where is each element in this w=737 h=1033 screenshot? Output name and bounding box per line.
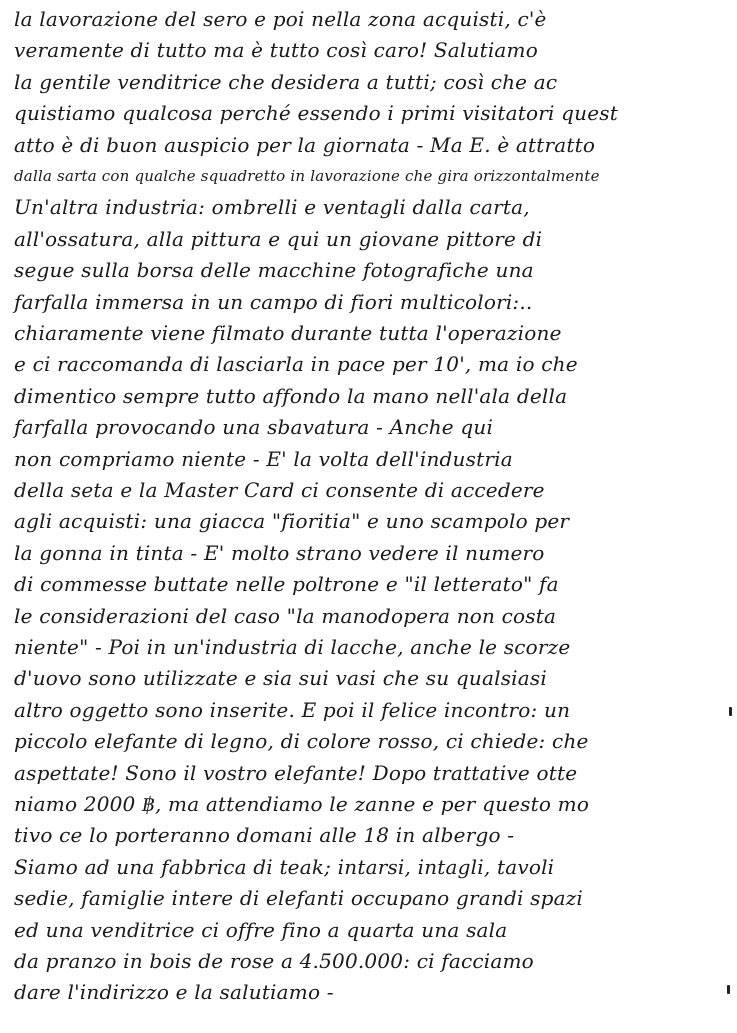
handwritten-line: aspettate! Sono il vostro elefante! Dopo trattative otte [14, 760, 578, 785]
handwritten-line: chiaramente viene filmato durante tutta l'operazione [14, 321, 562, 345]
handwritten-line: niente" - Poi in un'industria di lacche, anche le scorze [14, 635, 571, 659]
handwritten-line: veramente di tutto ma è tutto così caro! Salutiamo [14, 38, 538, 63]
handwritten-line: all'ossatura, alla pittura e qui un giovane pittore di [14, 226, 543, 251]
handwritten-line: piccolo elefante di legno, di colore rosso, ci chiede: che [14, 729, 589, 754]
handwritten-line: atto è di buon auspicio per la giornata - Ma E. è attratto [14, 132, 596, 157]
handwritten-line: dalla sarta con qualche squadretto in lavorazione che gira orizzontalmente [14, 167, 600, 185]
handwritten-line: altro oggetto sono inserite. E poi il felice incontro: un [14, 697, 571, 722]
handwritten-line: farfalla immersa in un campo di fiori multicolori:.. [14, 289, 533, 314]
handwritten-line: e ci raccomanda di lasciarla in pace per 10', ma io che [14, 352, 578, 377]
margin-mark [727, 985, 730, 994]
handwritten-line: Siamo ad una fabbrica di teak; intarsi, intagli, tavoli [14, 854, 555, 879]
handwritten-line: di commesse buttate nelle poltrone e "il letterato" fa [14, 572, 559, 597]
handwritten-line: d'uovo sono utilizzate e sia sui vasi che su qualsiasi [14, 666, 547, 691]
handwritten-line: dare l'indirizzo e la salutiamo - [14, 980, 334, 1005]
handwritten-line: dimentico sempre tutto affondo la mano nell'ala della [14, 383, 568, 408]
handwritten-line: da pranzo in bois de rose a 4.500.000: ci facciamo [14, 949, 534, 973]
handwritten-line: non compriamo niente - E' la volta dell'industria [14, 446, 513, 471]
handwritten-line: tivo ce lo porteranno domani alle 18 in albergo - [14, 823, 515, 848]
margin-mark [729, 707, 732, 716]
handwritten-line: farfalla provocando una sbavatura - Anche qui [14, 415, 494, 440]
handwritten-line: niamo 2000 ฿, ma attendiamo le zanne e per questo mo [14, 792, 590, 816]
handwritten-line: della seta e la Master Card ci consente di accedere [14, 478, 545, 502]
handwritten-line: la gentile venditrice che desidera a tutti; così che ac [14, 69, 558, 94]
handwritten-line: segue sulla borsa delle macchine fotografiche una [14, 258, 534, 283]
handwritten-line: sedie, famiglie intere di elefanti occupano grandi spazi [14, 886, 584, 911]
handwritten-line: quistiamo qualcosa perché essendo i primi visitatori quest [14, 101, 618, 126]
handwritten-line: la gonna in tinta - E' molto strano vedere il numero [14, 540, 545, 565]
handwritten-line: Un'altra industria: ombrelli e ventagli dalla carta, [14, 195, 530, 220]
handwritten-line: le considerazioni del caso "la manodopera non costa [14, 603, 557, 628]
handwritten-line: ed una venditrice ci offre fino a quarta una sala [14, 917, 508, 942]
handwritten-line: agli acquisti: una giacca "fioritia" e uno scampolo per [14, 509, 570, 534]
handwritten-line: la lavorazione del sero e poi nella zona acquisti, c'è [14, 7, 547, 31]
